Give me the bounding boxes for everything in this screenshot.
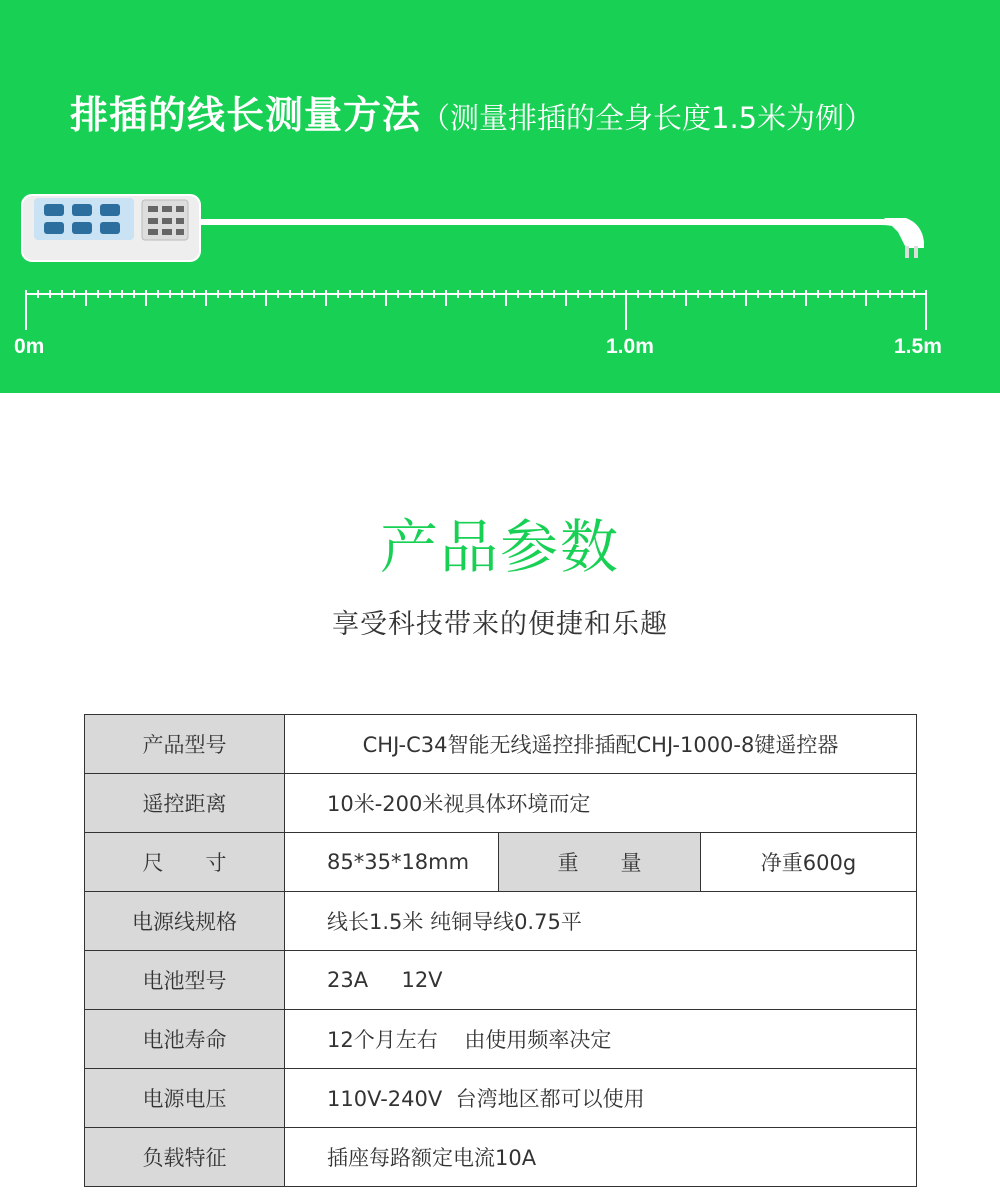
banner-title-sub: （测量排插的全身长度1.5米为例） xyxy=(421,101,874,135)
table-row xyxy=(85,715,917,774)
measure-banner xyxy=(0,0,1000,393)
spec-value-load: 插座每路额定电流10A xyxy=(285,1128,917,1187)
table-row xyxy=(85,1069,917,1128)
spec-value-model: CHJ-C34智能无线遥控排插配CHJ-1000-8键遥控器 xyxy=(285,715,917,774)
spec-value-range: 10米-200米视具体环境而定 xyxy=(285,774,917,833)
spec-value-cable: 线长1.5米 纯铜导线0.75平 xyxy=(285,892,917,951)
spec-table xyxy=(84,714,917,1187)
table-row xyxy=(85,892,917,951)
spec-label-load: 负载特征 xyxy=(85,1128,285,1187)
table-row xyxy=(85,1128,917,1187)
spec-label-model: 产品型号 xyxy=(85,715,285,774)
ruler-label-start: 0m xyxy=(14,335,45,358)
spec-label-cable: 电源线规格 xyxy=(85,892,285,951)
spec-label-size: 尺 寸 xyxy=(85,833,285,892)
spec-value-battery: 23A 12V xyxy=(285,951,917,1010)
table-row xyxy=(85,833,917,892)
measuring-ruler xyxy=(0,280,1000,370)
spec-label-battery: 电池型号 xyxy=(85,951,285,1010)
table-row xyxy=(85,951,917,1010)
spec-label-weight: 重 量 xyxy=(499,833,701,892)
ruler-label-middle: 1.0m xyxy=(606,335,654,358)
spec-value-size: 85*35*18mm xyxy=(285,833,499,892)
table-row xyxy=(85,774,917,833)
spec-label-voltage: 电源电压 xyxy=(85,1069,285,1128)
spec-value-voltage: 110V-240V 台湾地区都可以使用 xyxy=(285,1069,917,1128)
power-strip-illustration xyxy=(0,180,1000,270)
ruler-label-end: 1.5m xyxy=(894,335,942,358)
spec-value-weight: 净重600g xyxy=(701,833,917,892)
spec-label-battery-life: 电池寿命 xyxy=(85,1010,285,1069)
spec-label-range: 遥控距离 xyxy=(85,774,285,833)
table-row xyxy=(85,1010,917,1069)
section-subtitle: 享受科技带来的便捷和乐趣 xyxy=(332,609,668,640)
banner-title xyxy=(70,84,873,139)
section-title: 产品参数 xyxy=(379,513,620,581)
spec-value-battery-life: 12个月左右 由使用频率决定 xyxy=(285,1010,917,1069)
banner-title-main: 排插的线长测量方法 xyxy=(70,93,422,137)
